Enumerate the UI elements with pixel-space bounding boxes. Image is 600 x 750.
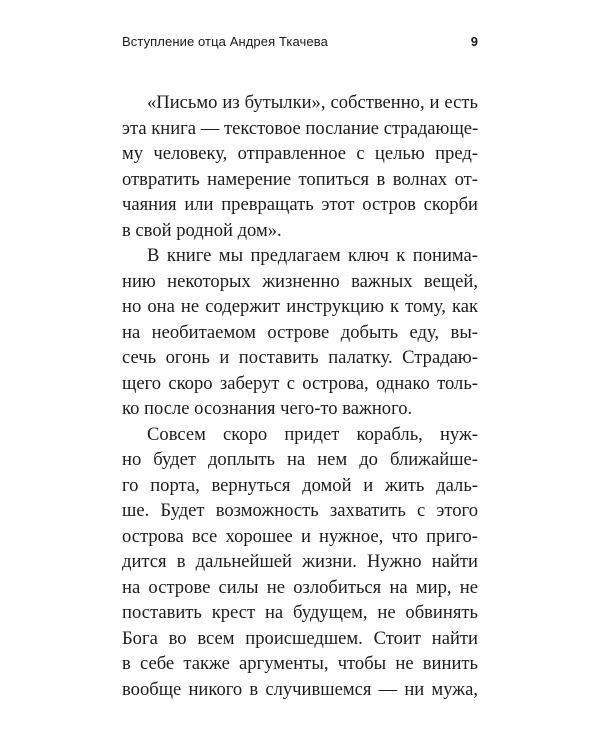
page-number: 9 <box>470 34 478 49</box>
text-line: щего скоро заберут с острова, однако толь- <box>122 372 478 394</box>
text-line: дится в дальнейшей жизни. Нужно найти <box>122 551 478 572</box>
text-line: но она не содержит инструкцию к тому, как <box>122 296 478 317</box>
text-line: Совсем скоро придет корабль, нуж- <box>147 423 478 445</box>
text-line: ше. Будет возможность захватить с этого <box>122 500 478 521</box>
text-line: вообще никого в случившемся — ни мужа, <box>122 678 478 700</box>
text-line: в свой родной дом». <box>122 219 282 241</box>
text-line: «Письмо из бутылки», собственно, и есть <box>147 92 478 113</box>
text-line: В книге мы предлагаем ключ к понима- <box>147 245 478 266</box>
text-line: Бога во всем происшедшем. Стоит найти <box>122 627 478 649</box>
text-line: но будет доплыть на нем до ближайше- <box>122 449 478 470</box>
text-line: острова все хорошее и нужное, что приго- <box>122 525 478 547</box>
text-line: на острове силы не озлобиться на мир, не <box>122 576 478 598</box>
text-line: му человеку, отправленное с целью пред- <box>122 143 478 164</box>
text-line: отвратить намерение топиться в волнах от- <box>122 168 478 190</box>
body-text <box>122 90 478 702</box>
text-line: на необитаемом острове добыть еду, вы- <box>122 321 478 343</box>
text-line: эта книга — текстовое послание страдающе- <box>122 117 479 139</box>
text-line: го порта, вернуться домой и жить даль- <box>122 474 478 496</box>
chapter-title: Вступление отца Андрея Ткачева <box>122 34 328 49</box>
text-line: поставить крест на будущем, не обвинять <box>122 602 478 623</box>
text-line: сечь огонь и поставить палатку. Страдаю- <box>122 347 478 368</box>
text-line: нию некоторых жизненно важных вещей, <box>122 270 478 292</box>
text-line: в себе также аргументы, чтобы не винить <box>122 653 478 674</box>
running-header <box>122 34 478 54</box>
text-line: ко после осознания чего-то важного. <box>122 398 413 419</box>
text-line: чаяния или превращать этот остров скорби <box>122 194 478 215</box>
